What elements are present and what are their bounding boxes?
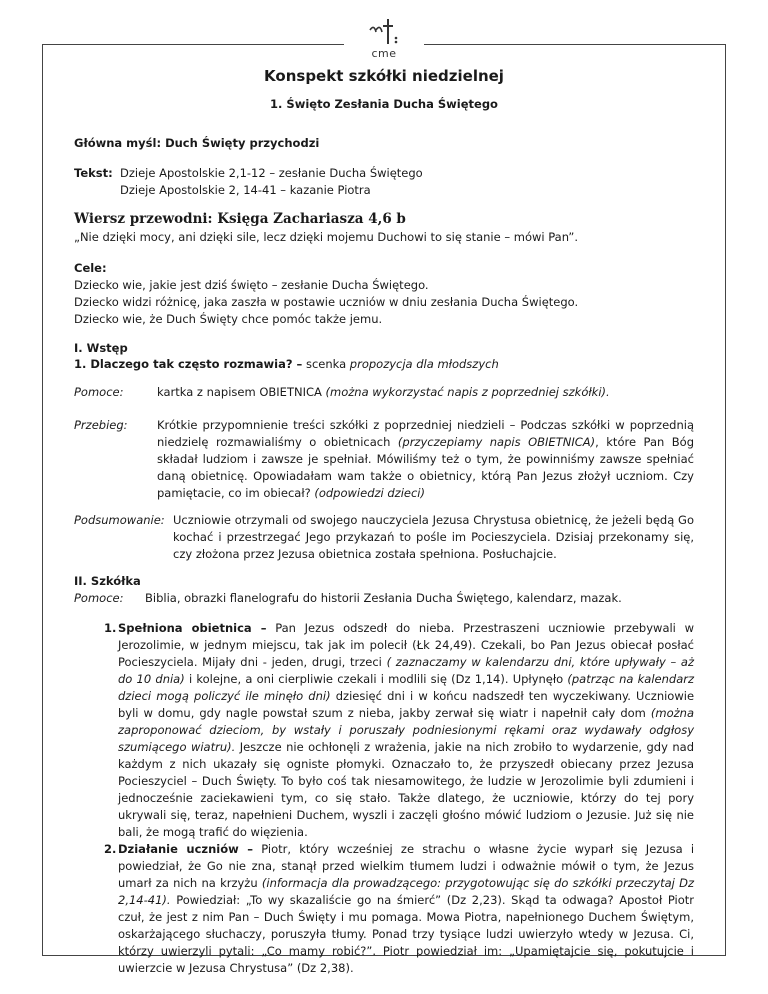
lesson-item-2-text-1: Piotr, który wcześniej ze strachu o własne życie wyparł się Jezusa i powiedział, że Go nie zna, stanął przed wielkim tłumem ludzi i odważnie mówił o tym, że Jezus umarł za nich na krzyżu [118, 842, 695, 890]
lesson-item-1-num: 1. [104, 621, 117, 635]
intro-aids-text: kartka z napisem OBIETNICA [157, 385, 322, 399]
intro-course-label: Przebieg: [74, 418, 128, 432]
lesson-item-1 [104, 620, 695, 841]
main-idea-value: Duch Święty przychodzi [165, 136, 320, 150]
verse-quote: „Nie dzięki mocy, ani dzięki sile, lecz dzięki mojemu Duchowi to się stanie – mówi Pan”. [74, 230, 578, 244]
intro-question-rest: scenka [305, 357, 347, 371]
intro-summary-label: Podsumowanie: [74, 513, 165, 527]
lesson-item-1-italic-2: (patrząc na kalendarz dzieci mogą policzyć ile minęło dni) [118, 672, 695, 703]
goals-label: Cele: [74, 261, 107, 275]
lesson-item-1-title: Spełniona obietnica – [118, 621, 267, 635]
intro-question [74, 356, 499, 373]
lesson-aids-label: Pomoce: [74, 591, 124, 605]
intro-course-text-1: Krótkie przypomnienie treści szkółki z poprzedniej niedzieli – Podczas szkółki w poprzednią niedzielę rozmawialiśmy o obietnicach [157, 418, 694, 449]
lesson-section-heading: II. Szkółka [74, 574, 141, 588]
lesson-item-1-italic-3: (można zaproponować dzieciom, by wstały i poruszały podniesionymi rękami oraz wydawały odgłosy szumiącego wiatru). [118, 706, 694, 754]
intro-section-heading: I. Wstęp [74, 341, 128, 355]
page-title: Konspekt szkółki niedzielnej [264, 67, 504, 85]
lesson-item-1-text-3: dziesięć dni i w końcu nadszedł ten wyczekiwany. Uczniowie byli w domu, gdy nagle powstał szum z nieba, jakby zerwał się wiatr i napełnił cały dom [118, 689, 695, 720]
lesson-item-2 [104, 841, 695, 977]
main-idea-label: Główna myśl: [74, 136, 162, 150]
lesson-item-2-italic-1: (informacja dla prowadzącego: przygotowując się do szkółki przeczytaj Dz 2,14-41). [118, 876, 695, 907]
intro-course-text-2: , które Pan Bóg składał ludziom i zawsze je spełniał. Mówiliśmy też o tym, że powinniśmy zawsze spełniać daną obietnicę. Opowiadałam wam także o obietnicy, którą Pan Jezus złożył uczniom. Czy pamiętacie, co im obiecał? [157, 435, 695, 500]
intro-course [157, 417, 694, 502]
goal-item-2: Dziecko widzi różnicę, jaka zaszła w postawie uczniów w dniu zesłania Ducha Świętego. [74, 295, 579, 309]
main-idea [74, 135, 319, 152]
intro-course-italic-2: (odpowiedzi dzieci) [314, 486, 425, 500]
cme-logo [344, 16, 424, 64]
goal-item-3: Dziecko wie, że Duch Święty chce pomóc także jemu. [74, 312, 383, 326]
text-label: Tekst: [74, 166, 113, 180]
lesson-item-1-text-2: i kolejne, a oni cierpliwie czekali i modlili się (Dz 1,14). Upłynęło [188, 672, 564, 686]
lesson-aids: Biblia, obrazki flanelografu do historii Zesłania Ducha Świętego, kalendarz, mazak. [145, 591, 622, 605]
text-line-2: Dzieje Apostolskie 2, 14-41 – kazanie Piotra [120, 183, 371, 197]
intro-aids [157, 384, 610, 401]
intro-question-italic: propozycja dla młodszych [349, 357, 499, 371]
goal-item-1: Dziecko wie, jakie jest dziś święto – zesłanie Ducha Świętego. [74, 278, 429, 292]
lesson-item-2-title: Działanie uczniów – [118, 842, 254, 856]
lesson-item-1-text-1: Pan Jezus odszedł do nieba. Przestraszeni uczniowie przebywali w Jerozolimie, w jednym miejscu, tak jak im polecił (Łk 24,49). Czekali, bo Pan Jezus obiecał posłać Pocieszyciela. Mijały dni - jeden, drugi, trzeci [118, 621, 694, 669]
intro-summary: Uczniowie otrzymali od swojego nauczyciela Jezusa Chrystusa obietnicę, że jeżeli będą Go kochać i przestrzegać Jego przykazań to pośle im Pocieszyciela. Dzisiaj przekonamy się, czy złożona przez Jezusa obietnica została spełniona. Posłuchajcie. [173, 513, 694, 561]
page-subtitle: 1. Święto Zesłania Ducha Świętego [270, 97, 498, 111]
lesson-list [104, 620, 695, 977]
logo-text: cme [371, 47, 397, 60]
verse-heading: Wiersz przewodni: Księga Zachariasza 4,6 b [74, 211, 406, 227]
lesson-item-2-num: 2. [104, 842, 117, 856]
intro-aids-label: Pomoce: [74, 385, 124, 399]
text-line-1: Dzieje Apostolskie 2,1-12 – zesłanie Ducha Świętego [120, 166, 423, 180]
intro-course-italic-1: (przyczepiamy napis OBIETNICA) [397, 435, 596, 449]
lesson-item-1-text-4: Jeszcze nie ochłonęli z wrażenia, jakie na nich zrobiło to wydarzenie, gdy nad każdym z nich ukazały się ogniste płomyki. Oznaczało to, że przyszedł obiecany przez Jezusa Pocieszyciel – Duch Święty. To było coś tak niesamowitego, że ludzie w Jerozolimie byli zdumieni i jednocześnie zaciekawieni tym, co się stało. Także dlatego, że uczniowie, którzy do tej pory ukrywali się, teraz, napełnieni Duchem, wyszli i zaczęli głośno mówić ludziom o Jezusie. Już się nie bali, że mogą trafić do więzienia. [118, 740, 694, 839]
lesson-item-2-text-2: Powiedział: „To wy skazaliście go na śmierć” (Dz 2,23). Skąd ta odwaga? Apostoł Piotr czuł, że jest z nim Pan – Duch Święty i mu pomaga. Mowa Piotra, napełnionego Duchem Świętym, oskarżającego słuchaczy, poruszyła tłumy. Ponad trzy tysiące ludzi uwierzyło wtedy w Jezusa. Ci, którzy uwierzyli pytali: „Co mamy robić?”. Piotr powiedział im: „Upamiętajcie się, pokutujcie i uwierzcie w Jezusa Chrystusa” (Dz 2,38). [118, 893, 695, 975]
intro-aids-italic: (można wykorzystać napis z poprzedniej szkółki). [325, 385, 610, 399]
logo-mark-icon [364, 16, 404, 48]
intro-question-bold: 1. Dlaczego tak często rozmawia? – [74, 357, 303, 371]
lesson-item-1-italic-1: ( zaznaczamy w kalendarzu dni, które upływały – aż do 10 dnia) [118, 655, 694, 686]
